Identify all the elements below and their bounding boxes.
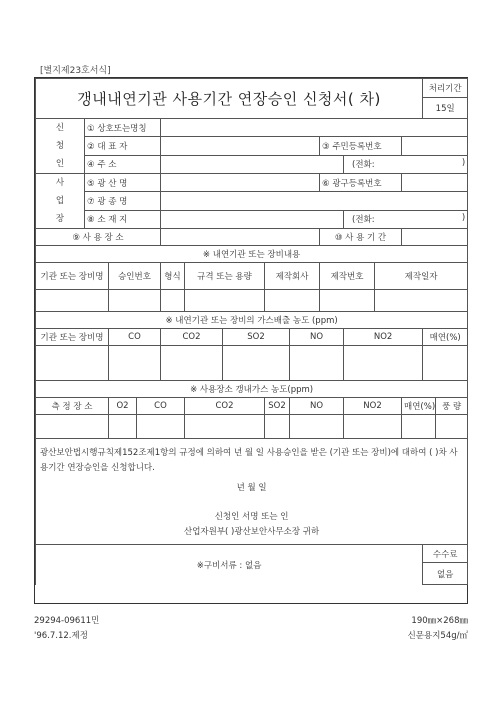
mine-name-field[interactable]	[161, 174, 320, 192]
mine-gas-header: NO	[290, 398, 344, 415]
equipment-header: 규격 또는 용량	[185, 263, 265, 290]
usage-place-label: ⑨ 사 용 장 소	[36, 229, 161, 246]
application-form	[34, 77, 468, 604]
applicant-phone-label: (전화:	[352, 160, 375, 171]
mine-gas-header: CO	[137, 398, 185, 415]
emission-section-title: ※ 내연기관 또는 장비의 가스배출 농도 (ppm)	[36, 312, 468, 329]
fee-value: 없음	[423, 563, 468, 585]
location-field[interactable]	[161, 210, 344, 228]
company-name-field[interactable]	[161, 119, 468, 137]
declaration-date: 년 월 일	[236, 483, 267, 493]
equipment-header: 형식	[161, 263, 185, 290]
mine-gas-header: NO2	[344, 398, 402, 415]
usage-period-field[interactable]	[402, 229, 468, 246]
mine-gas-header: SO2	[265, 398, 290, 415]
form-title: 갱내내연기관 사용기간 연장승인 신청서( 차)	[36, 79, 423, 119]
equipment-row	[36, 290, 468, 312]
mine-name-label: ⑤ 광 산 명	[85, 174, 161, 192]
fee-label: 수수료	[423, 545, 468, 563]
mine-gas-header: O2	[109, 398, 137, 415]
mine-gas-header: 측 정 장 소	[36, 398, 109, 415]
usage-place-field[interactable]	[161, 229, 320, 246]
declaration-addressee: 산업자원부( )광산보안사무소장 귀하	[183, 527, 320, 537]
mine-gas-header: 매연(%)	[402, 398, 436, 415]
business-phone-label: (전화:	[352, 215, 375, 226]
address-label: ④ 주 소	[85, 155, 161, 173]
mineral-type-label: ⑦ 광 종 명	[85, 192, 161, 210]
emission-header: CO2	[161, 329, 223, 346]
emission-header: NO2	[344, 329, 423, 346]
equipment-header: 승인번호	[109, 263, 161, 290]
form-number: [별지제23호서식]	[40, 66, 111, 76]
emission-header: 기관 또는 장비명	[36, 329, 109, 346]
mine-gas-section-title: ※ 사용장소 갱내가스 농도(ppm)	[36, 381, 468, 398]
equipment-header: 제작일자	[375, 263, 468, 290]
declaration-text: 광산보안법시행규칙제152조제1항의 규정에 의하여 년 월 일 사용승인을 받은 (기관 또는 장비)에 대하여 ( )차 사용기간 연장승인을 신청합니다.	[40, 448, 458, 473]
applicant-group-label: 신 청 인	[36, 119, 85, 174]
equipment-header: 기관 또는 장비명	[36, 263, 109, 290]
declaration-signer: 신청인 서명 또는 인	[214, 512, 289, 522]
required-documents: ※구비서류 : 없음	[36, 545, 423, 585]
emission-header: NO	[290, 329, 344, 346]
usage-period-label: ⑩ 사 용 기 간	[320, 229, 402, 246]
enactment-date: '96.7.12.제정	[34, 631, 88, 641]
paper-size: 190㎜×268㎜	[411, 616, 468, 626]
applicant-phone[interactable]: (전화: )	[344, 155, 468, 173]
mine-gas-header: 풍 량	[436, 398, 468, 415]
paper-type: 신문용지54g/㎡	[407, 631, 468, 641]
business-group-label: 사 업 장	[36, 174, 85, 229]
business-phone[interactable]: (전화: )	[344, 210, 468, 228]
emission-header: 매연(%)	[423, 329, 468, 346]
emission-header: SO2	[223, 329, 290, 346]
processing-period-label: 처리기간	[423, 79, 468, 98]
emission-row	[36, 346, 468, 381]
equipment-header: 제작회사	[265, 263, 320, 290]
representative-label: ② 대 표 자	[85, 137, 161, 155]
emission-header: CO	[109, 329, 161, 346]
resident-number-field[interactable]	[402, 137, 468, 155]
mine-registration-field[interactable]	[402, 174, 468, 192]
equipment-header: 제작번호	[320, 263, 375, 290]
equipment-section-title: ※ 내연기관 또는 장비내용	[36, 246, 468, 263]
form-table	[35, 78, 468, 585]
location-label: ⑧ 소 재 지	[85, 210, 161, 228]
processing-period-value: 15일	[423, 98, 468, 119]
mineral-type-field[interactable]	[161, 192, 468, 210]
company-name-label: ① 상호또는명칭	[85, 119, 161, 137]
form-code: 29294-09611민	[34, 616, 100, 626]
declaration-block	[36, 439, 468, 545]
address-field[interactable]	[161, 155, 344, 173]
mine-gas-header: CO2	[185, 398, 265, 415]
resident-number-label: ③ 주민등록번호	[320, 137, 402, 155]
representative-field[interactable]	[161, 137, 320, 155]
mine-gas-row	[36, 415, 468, 439]
mine-registration-label: ⑥ 광구등록번호	[320, 174, 402, 192]
